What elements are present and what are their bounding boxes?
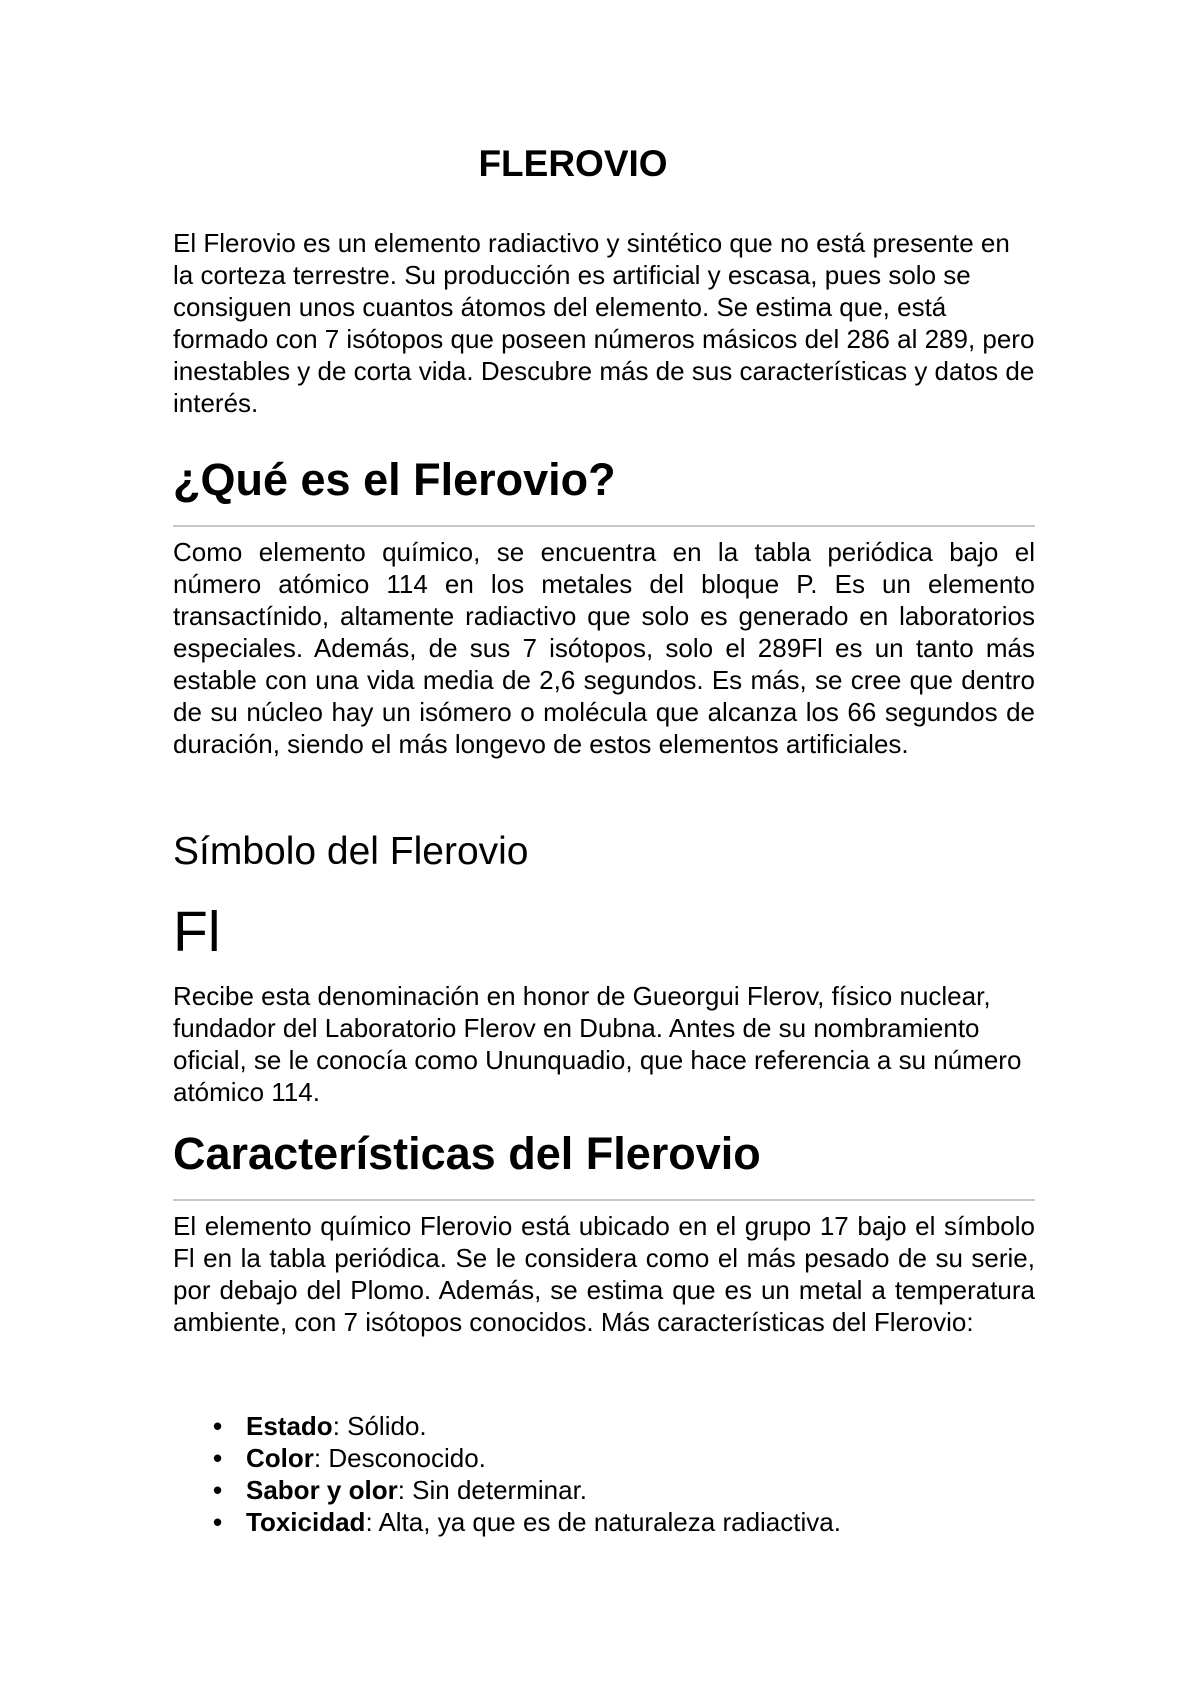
heading-features: Características del Flerovio xyxy=(173,1128,761,1179)
heading-divider xyxy=(173,525,1035,527)
document-title: FLEROVIO xyxy=(478,143,668,184)
list-item-term: Color xyxy=(246,1443,314,1473)
features-list xyxy=(173,1410,841,1538)
bullet-icon: • xyxy=(213,1475,223,1505)
list-item-term: Sabor y olor xyxy=(246,1475,398,1505)
element-symbol: Fl xyxy=(173,900,221,964)
heading-symbol: Símbolo del Flerovio xyxy=(173,830,529,873)
bullet-icon: • xyxy=(213,1443,223,1473)
list-item-value: : Sólido. xyxy=(332,1411,427,1441)
list-item-term: Toxicidad xyxy=(246,1507,366,1537)
symbol-paragraph: Recibe esta denominación en honor de Gueorgui Flerov, físico nuclear, fundador del Laboratorio Flerov en Dubna. Antes de su nombramiento oficial, se le conocía como Ununquadio, que hace referencia a su número atómico 114. xyxy=(173,981,1022,1107)
list-item xyxy=(173,1506,841,1538)
heading-what-is: ¿Qué es el Flerovio? xyxy=(173,454,616,505)
list-item-value: : Alta, ya que es de naturaleza radiactiva. xyxy=(365,1507,841,1537)
list-item-value: : Sin determinar. xyxy=(397,1475,588,1505)
what-is-paragraph: Como elemento químico, se encuentra en la tabla periódica bajo el número atómico 114 en los metales del bloque P. Es un elemento transactínido, altamente radiactivo que solo es generado en laboratorios especiales. Además, de sus 7 isótopos, solo el 289Fl es un tanto más estable con una vida media de 2,6 segundos. Es más, se cree que dentro de su núcleo hay un isómero o molécula que alcanza los 66 segundos de duración, siendo el más longevo de estos elementos artificiales. xyxy=(173,537,1035,759)
list-item-value: : Desconocido. xyxy=(313,1443,486,1473)
list-item xyxy=(173,1474,841,1506)
intro-paragraph: El Flerovio es un elemento radiactivo y sintético que no está presente en la corteza terrestre. Su producción es artificial y escasa, pues solo se consiguen unos cuantos átomos del elemento. Se estima que, está formado con 7 isótopos que poseen números másicos del 286 al 289, pero inestables y de corta vida. Descubre más de sus características y datos de interés. xyxy=(173,228,1035,418)
list-item xyxy=(173,1410,841,1442)
list-item xyxy=(173,1442,841,1474)
bullet-icon: • xyxy=(213,1411,223,1441)
bullet-icon: • xyxy=(213,1507,223,1537)
list-item-term: Estado xyxy=(246,1411,333,1441)
features-paragraph: El elemento químico Flerovio está ubicado en el grupo 17 bajo el símbolo Fl en la tabla periódica. Se le considera como el más pesado de su serie, por debajo del Plomo. Además, se estima que es un metal a temperatura ambiente, con 7 isótopos conocidos. Más características del Flerovio: xyxy=(173,1211,1035,1337)
heading-divider xyxy=(173,1199,1035,1201)
